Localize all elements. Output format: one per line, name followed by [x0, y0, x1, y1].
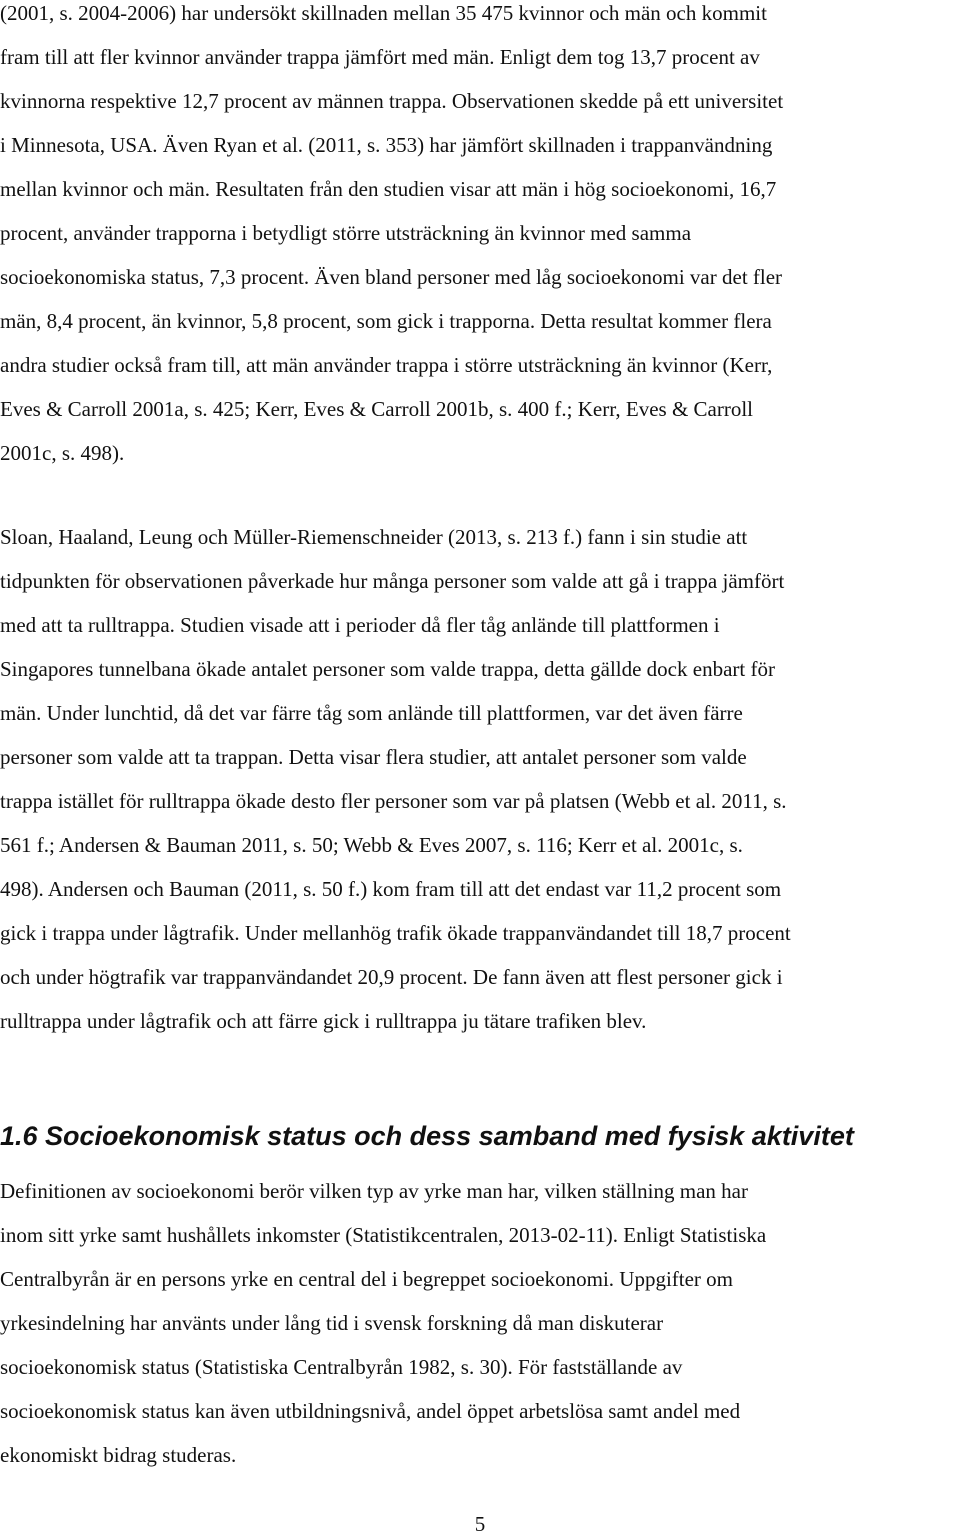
text-line: Singapores tunnelbana ökade antalet personer som valde trappa, detta gällde dock enbart för [0, 657, 775, 681]
text-line: rulltrappa under lågtrafik och att färre gick i rulltrappa ju tätare trafiken blev. [0, 1009, 647, 1033]
text-line: 561 f.; Andersen & Bauman 2011, s. 50; Webb & Eves 2007, s. 116; Kerr et al. 2001c, s. [0, 833, 743, 857]
text-line: personer som valde att ta trappan. Detta visar flera studier, att antalet personer som valde [0, 745, 747, 769]
section-heading: 1.6 Socioekonomisk status och dess samband med fysisk aktivitet [0, 1121, 854, 1151]
text-line: trappa istället för rulltrappa ökade desto fler personer som var på platsen (Webb et al. 2011, s. [0, 789, 787, 813]
text-line: ekonomiskt bidrag studeras. [0, 1443, 237, 1467]
text-line: yrkesindelning har använts under lång tid i svensk forskning då man diskuterar [0, 1311, 664, 1335]
text-line: andra studier också fram till, att män använder trappa i större utsträckning än kvinnor (Kerr, [0, 353, 773, 377]
text-line: 2001c, s. 498). [0, 441, 125, 465]
text-line: och under högtrafik var trappanvändandet 20,9 procent. De fann även att flest personer gick i [0, 965, 783, 989]
text-line: Eves & Carroll 2001a, s. 425; Kerr, Eves & Carroll 2001b, s. 400 f.; Kerr, Eves & Carroll [0, 397, 754, 421]
text-line: socioekonomisk status kan även utbildningsnivå, andel öppet arbetslösa samt andel med [0, 1399, 741, 1423]
text-line: män. Under lunchtid, då det var färre tåg som anlände till plattformen, var det även färre [0, 701, 743, 725]
text-line: tidpunkten för observationen påverkade hur många personer som valde att gå i trappa jämfört [0, 569, 785, 593]
text-line: med att ta rulltrappa. Studien visade att i perioder då fler tåg anlände till plattformen i [0, 613, 720, 637]
text-line: procent, använder trapporna i betydligt större utsträckning än kvinnor med samma [0, 221, 692, 245]
text-line: män, 8,4 procent, än kvinnor, 5,8 procent, som gick i trapporna. Detta resultat kommer flera [0, 309, 772, 333]
text-line: inom sitt yrke samt hushållets inkomster (Statistikcentralen, 2013-02-11). Enligt Statistiska [0, 1223, 767, 1247]
text-line: Sloan, Haaland, Leung och Müller-Riemenschneider (2013, s. 213 f.) fann i sin studie att [0, 525, 748, 549]
text-line: Centralbyrån är en persons yrke en central del i begreppet socioekonomi. Uppgifter om [0, 1267, 734, 1291]
text-line: 498). Andersen och Bauman (2011, s. 50 f.) kom fram till att det endast var 11,2 procent som [0, 877, 782, 901]
paragraph-socioeconomic-definition [0, 1169, 960, 1477]
text-line: gick i trappa under lågtrafik. Under mellanhög trafik ökade trappanvändandet till 18,7 procent [0, 921, 791, 945]
text-line: mellan kvinnor och män. Resultaten från den studien visar att män i hög socioekonomi, 16,7 [0, 177, 777, 201]
text-line: socioekonomisk status (Statistiska Centralbyrån 1982, s. 30). För fastställande av [0, 1355, 683, 1379]
text-line: socioekonomiska status, 7,3 procent. Även bland personer med låg socioekonomi var det fler [0, 265, 783, 289]
paragraph-stair-use-gender [0, 0, 960, 475]
paragraph-stair-use-timing [0, 515, 960, 1043]
text-line: i Minnesota, USA. Även Ryan et al. (2011, s. 353) har jämfört skillnaden i trappanvändning [0, 133, 773, 157]
page-number: 5 [474, 1512, 486, 1536]
text-line: (2001, s. 2004-2006) har undersökt skillnaden mellan 35 475 kvinnor och män och kommit [0, 1, 767, 25]
text-line: fram till att fler kvinnor använder trappa jämfört med män. Enligt dem tog 13,7 procent av [0, 45, 760, 69]
text-line: kvinnorna respektive 12,7 procent av männen trappa. Observationen skedde på ett universitet [0, 89, 784, 113]
text-line: Definitionen av socioekonomi berör vilken typ av yrke man har, vilken ställning man har [0, 1179, 748, 1203]
